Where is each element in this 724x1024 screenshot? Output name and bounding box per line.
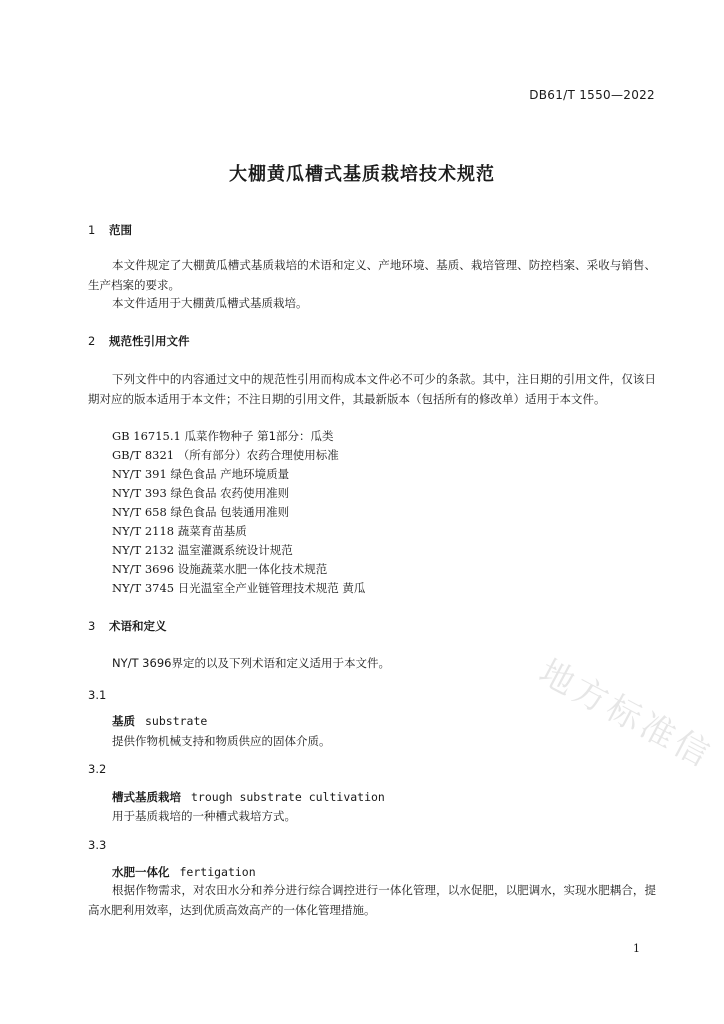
reference-code: NY/T 2118	[112, 524, 175, 538]
term-zh: 水肥一体化	[112, 865, 170, 879]
reference-title: 设施蔬菜水肥一体化技术规范	[177, 562, 328, 576]
term-en: fertigation	[179, 865, 256, 879]
clause-number: 3.2	[88, 762, 107, 776]
reference-title: 绿色食品 包装通用准则	[170, 505, 290, 519]
clause-number: 3.3	[88, 838, 107, 852]
reference-code: NY/T 3745	[112, 581, 175, 595]
reference-item	[112, 580, 365, 596]
reference-item	[112, 485, 289, 501]
watermark: 地方标准信	[532, 652, 720, 777]
reference-code: NY/T 391	[112, 467, 167, 481]
section-number: 1	[88, 223, 96, 237]
term-en: trough substrate cultivation	[191, 790, 385, 804]
term-definition: 提供作物机械支持和物质供应的固体介质。	[112, 734, 331, 748]
reference-item	[112, 542, 293, 558]
term-zh: 基质	[112, 714, 135, 728]
term-definition: 根据作物需求，对农田水分和养分进行综合调控进行一体化管理，以水促肥，以肥调水，实现水肥耦合，提高水肥利用效率，达到优质高效高产的一体化管理措施。	[88, 883, 656, 917]
reference-item	[112, 447, 339, 463]
reference-code: GB 16715.1	[112, 429, 181, 443]
reference-code: NY/T 2132	[112, 543, 175, 557]
paragraph: NY/T 3696界定的以及下列术语和定义适用于本文件。	[112, 656, 390, 670]
document-code: DB61/T 1550—2022	[529, 88, 655, 102]
term-heading	[112, 864, 256, 880]
section-title: 范围	[109, 223, 133, 237]
reference-item	[112, 561, 327, 577]
section-1-heading	[88, 222, 132, 238]
reference-title: 温室灌溉系统设计规范	[177, 543, 293, 557]
term-heading	[112, 789, 385, 805]
reference-code: NY/T 658	[112, 505, 167, 519]
reference-code: GB/T 8321	[112, 448, 175, 462]
paragraph: 本文件规定了大棚黄瓜槽式基质栽培的术语和定义、产地环境、基质、栽培管理、防控档案、采收与销售、生产档案的要求。	[88, 258, 656, 292]
paragraph: 下列文件中的内容通过文中的规范性引用而构成本文件必不可少的条款。其中，注日期的引用文件，仅该日期对应的版本适用于本文件；不注日期的引用文件，其最新版本（包括所有的修改单）适用于本文件。	[88, 372, 656, 406]
reference-title: 绿色食品 产地环境质量	[170, 467, 290, 481]
reference-title: 蔬菜育苗基质	[177, 524, 247, 538]
page-number: 1	[633, 942, 640, 955]
reference-item	[112, 523, 247, 539]
reference-item	[112, 466, 289, 482]
reference-item	[112, 428, 334, 444]
reference-code: NY/T 3696	[112, 562, 175, 576]
clause-number: 3.1	[88, 688, 107, 702]
reference-title: （所有部分）农药合理使用标准	[177, 448, 339, 462]
paragraph: 本文件适用于大棚黄瓜槽式基质栽培。	[112, 296, 308, 310]
section-number: 2	[88, 334, 96, 348]
section-number: 3	[88, 619, 96, 633]
section-3-heading	[88, 618, 167, 634]
reference-code: NY/T 393	[112, 486, 167, 500]
term-definition: 用于基质栽培的一种槽式栽培方式。	[112, 809, 296, 823]
reference-title: 日光温室全产业链管理技术规范 黄瓜	[177, 581, 366, 595]
term-heading	[112, 713, 207, 729]
term-zh: 槽式基质栽培	[112, 790, 181, 804]
reference-title: 绿色食品 农药使用准则	[170, 486, 290, 500]
document-title: 大棚黄瓜槽式基质栽培技术规范	[229, 164, 495, 185]
reference-item	[112, 504, 289, 520]
section-title: 规范性引用文件	[109, 334, 190, 348]
section-2-heading	[88, 333, 190, 349]
term-en: substrate	[145, 714, 208, 728]
reference-title: 瓜菜作物种子 第1部分：瓜类	[184, 429, 334, 443]
section-title: 术语和定义	[109, 619, 167, 633]
